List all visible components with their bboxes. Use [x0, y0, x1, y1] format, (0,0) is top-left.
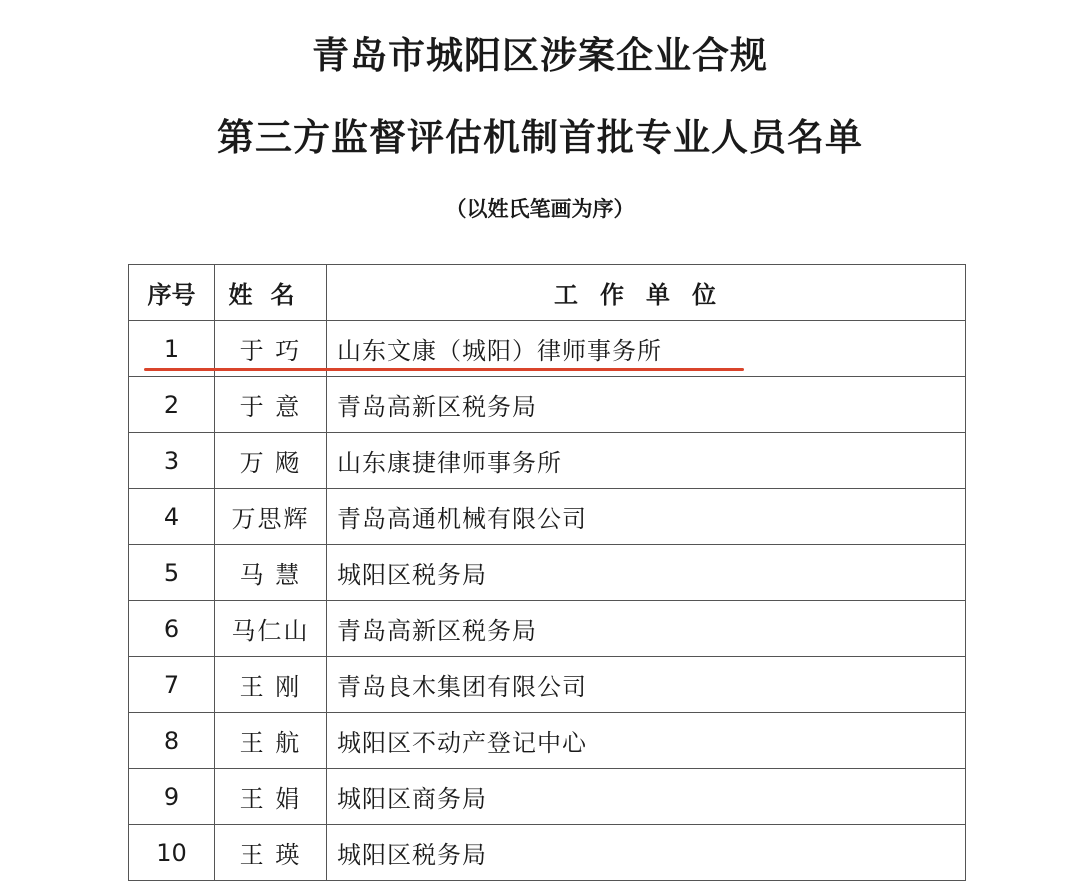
- row-unit: 青岛高新区税务局: [327, 601, 966, 657]
- row-unit: 城阳区不动产登记中心: [327, 713, 966, 769]
- row-num: 10: [129, 825, 215, 881]
- row-num: 6: [129, 601, 215, 657]
- header-num: 序号: [129, 265, 215, 321]
- table-row: [129, 825, 966, 881]
- row-unit: 城阳区税务局: [327, 545, 966, 601]
- red-underline-highlight: [144, 368, 744, 371]
- document-title-line-2: 第三方监督评估机制首批专业人员名单: [217, 116, 863, 159]
- header-unit: 工作单位: [327, 265, 966, 321]
- personnel-table: [128, 264, 966, 881]
- row-num: 1: [129, 321, 215, 377]
- row-num: 3: [129, 433, 215, 489]
- row-name: 万 飏: [215, 433, 327, 489]
- document-subtitle: （以姓氏笔画为序）: [445, 197, 635, 221]
- row-name: 于 巧: [215, 321, 327, 377]
- table-row: [129, 657, 966, 713]
- table-row: [129, 545, 966, 601]
- row-name: 王 瑛: [215, 825, 327, 881]
- table-row: [129, 377, 966, 433]
- row-num: 7: [129, 657, 215, 713]
- row-unit: 城阳区商务局: [327, 769, 966, 825]
- row-name: 马 慧: [215, 545, 327, 601]
- table-row: [129, 713, 966, 769]
- row-unit: 城阳区税务局: [327, 825, 966, 881]
- table-row: [129, 601, 966, 657]
- row-name: 马仁山: [215, 601, 327, 657]
- row-num: 5: [129, 545, 215, 601]
- row-name: 于 意: [215, 377, 327, 433]
- table-row: [129, 489, 966, 545]
- row-name: 万思辉: [215, 489, 327, 545]
- row-num: 9: [129, 769, 215, 825]
- row-num: 8: [129, 713, 215, 769]
- row-name: 王 航: [215, 713, 327, 769]
- row-num: 4: [129, 489, 215, 545]
- row-num: 2: [129, 377, 215, 433]
- document-title-line-1: 青岛市城阳区涉案企业合规: [312, 34, 768, 77]
- table-header-row: [129, 265, 966, 321]
- row-unit: 山东康捷律师事务所: [327, 433, 966, 489]
- row-unit: 青岛高通机械有限公司: [327, 489, 966, 545]
- row-unit: 山东文康（城阳）律师事务所: [327, 321, 966, 377]
- table-row: [129, 433, 966, 489]
- row-unit: 青岛高新区税务局: [327, 377, 966, 433]
- header-name: 姓名: [215, 265, 327, 321]
- row-name: 王 刚: [215, 657, 327, 713]
- row-name: 王 娟: [215, 769, 327, 825]
- row-unit: 青岛良木集团有限公司: [327, 657, 966, 713]
- table-row: [129, 769, 966, 825]
